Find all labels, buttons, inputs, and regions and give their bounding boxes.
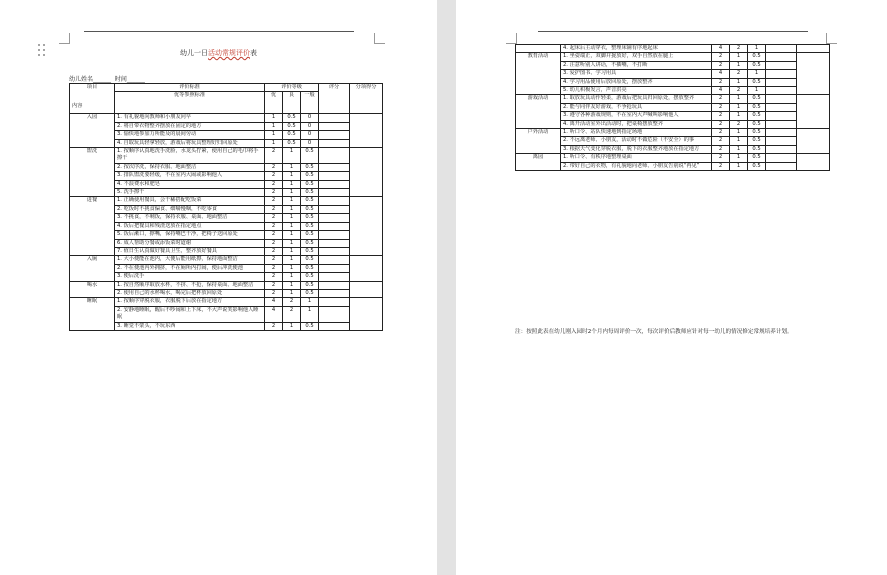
- item-score-cell[interactable]: [350, 281, 383, 298]
- criteria-cell: 3. 根据天气变化穿脱衣服，脱下的衣服整齐地放在指定地方: [561, 145, 712, 153]
- fair-score-cell: 0.5: [283, 131, 301, 139]
- table-row: [516, 154, 830, 162]
- fair-score-cell: 1: [730, 137, 748, 145]
- normal-score-cell: 0: [301, 122, 319, 130]
- criteria-cell: 5. 饭后漱口，擦嘴，保持嘴巴干净，把椅子送回原处: [115, 231, 265, 239]
- fair-score-cell: 1: [283, 148, 301, 164]
- score-cell[interactable]: [766, 112, 797, 120]
- item-score-cell[interactable]: [350, 298, 383, 331]
- table-row: [70, 322, 383, 330]
- score-cell[interactable]: [319, 298, 350, 306]
- criteria-cell: 2. 带好自己的衣物，有礼貌地向老师、小朋友告别说“再见”: [561, 162, 712, 170]
- score-cell[interactable]: [766, 53, 797, 61]
- good-score-cell: 2: [265, 281, 283, 289]
- normal-score-cell: 0.5: [301, 205, 319, 213]
- good-score-cell: 2: [265, 222, 283, 230]
- normal-score-cell: 0.5: [301, 148, 319, 164]
- criteria-cell: 1. 按顺序认真地洗手洗脸，水龙头拧紧，使用自己的毛巾将手擦干: [115, 148, 265, 164]
- good-score-cell: 2: [712, 129, 730, 137]
- criteria-cell: 4. 自取玩具轻拿轻放，游戏后将玩具整理好归回原处: [115, 139, 265, 147]
- fair-score-cell: 1: [283, 180, 301, 188]
- score-cell[interactable]: [766, 129, 797, 137]
- criteria-cell: 2. 将自带衣物整齐摆放在固定的地方: [115, 122, 265, 130]
- normal-score-cell: 0.5: [301, 197, 319, 205]
- score-cell[interactable]: [766, 61, 797, 69]
- table-row: [70, 205, 383, 213]
- normal-score-cell: 0.5: [301, 273, 319, 281]
- good-score-cell: 4: [712, 87, 730, 95]
- normal-score-cell: 0.5: [301, 172, 319, 180]
- normal-score-cell: 1: [301, 298, 319, 306]
- fair-score-cell: 2: [730, 120, 748, 128]
- criteria-cell: 1. 有礼貌地向教师和小朋友问早: [115, 114, 265, 122]
- evaluation-table-left: [69, 83, 383, 331]
- normal-score-cell: 0.5: [748, 61, 766, 69]
- score-cell[interactable]: [319, 239, 350, 247]
- header-rule: [84, 31, 354, 32]
- good-score-cell: 2: [265, 148, 283, 164]
- title-highlight: 活动常规评价: [208, 49, 250, 57]
- criteria-cell: 4. 离开活动室外出活动时，把桌椅摆放整齐: [561, 120, 712, 128]
- normal-score-cell: 0.5: [748, 154, 766, 162]
- normal-score-cell: 0.5: [301, 281, 319, 289]
- item-header: 项目 内容: [70, 84, 115, 114]
- good-score-cell: 2: [265, 231, 283, 239]
- score-cell[interactable]: [319, 122, 350, 130]
- fair-score-cell: 1: [283, 264, 301, 272]
- section-name: 睡眠: [70, 298, 115, 331]
- fair-score-cell: 0.5: [283, 114, 301, 122]
- table-row: [516, 45, 830, 53]
- normal-score-cell: 0.5: [301, 289, 319, 297]
- section-name: 离园: [516, 154, 561, 171]
- table-row: [70, 131, 383, 139]
- item-score-cell[interactable]: [797, 53, 830, 95]
- criteria-cell: 2. 安静地睡眠，醒后不吵闹和上下床，不大声说笑影响他人睡眠: [115, 306, 265, 322]
- section-name: 游戏活动: [516, 95, 561, 129]
- score-cell[interactable]: [319, 139, 350, 147]
- good-score-cell: 2: [265, 273, 283, 281]
- fair-score-cell: 1: [730, 78, 748, 86]
- score-cell[interactable]: [766, 137, 797, 145]
- good-score-cell: 1: [265, 122, 283, 130]
- normal-score-cell: 0.5: [301, 222, 319, 230]
- fair-score-cell: 1: [283, 222, 301, 230]
- footnote: 注：按照此表在幼儿刚入园时2个月内每周评价一次，每次评价后教师应针对每一幼儿的情况修定常规培养计划。: [515, 329, 793, 335]
- name-field-label: 幼儿姓名______: [69, 76, 112, 83]
- normal-score-cell: 0.5: [301, 256, 319, 264]
- time-field-label: 时间______: [114, 76, 145, 83]
- criteria-cell: 3. 不挑食，不剩饭，保持衣服、桌面、地面整洁: [115, 214, 265, 222]
- fair-score-cell: 1: [283, 205, 301, 213]
- evaluation-table-right: [515, 44, 830, 171]
- fair-score-cell: 1: [283, 172, 301, 180]
- fair-score-cell: 0.5: [283, 139, 301, 147]
- score-cell[interactable]: [766, 162, 797, 170]
- criteria-cell: 5. 幼儿积极发言，声音洪亮: [561, 87, 712, 95]
- criteria-cell: 3. 便后洗手: [115, 273, 265, 281]
- criteria-cell: 4. 起床后主动穿衣，整理床铺有序地起床: [561, 45, 712, 53]
- document-title: 幼儿一日活动常规评价表: [180, 49, 257, 57]
- criteria-cell: 3. 愉快地参加力所能及的晨间劳动: [115, 131, 265, 139]
- table-row: [516, 103, 830, 111]
- normal-score-cell: 1: [748, 45, 766, 53]
- fair-score-cell: 0.5: [283, 122, 301, 130]
- criteria-cell: 2. 能与同伴友好游戏，不争抢玩具: [561, 103, 712, 111]
- good-score-cell: 2: [265, 172, 283, 180]
- score-cell[interactable]: [766, 45, 797, 53]
- table-row: [516, 78, 830, 86]
- fair-score-cell: 1: [283, 256, 301, 264]
- fair-score-cell: 1: [730, 129, 748, 137]
- good-score-cell: 2: [265, 256, 283, 264]
- table-row: [70, 197, 383, 205]
- score-cell[interactable]: [319, 197, 350, 205]
- good-score-cell: 2: [265, 239, 283, 247]
- fair-score-cell: 1: [283, 197, 301, 205]
- good-header: 优: [265, 92, 283, 114]
- table-row: [70, 231, 383, 239]
- fair-score-cell: 1: [283, 214, 301, 222]
- fair-score-cell: 1: [283, 231, 301, 239]
- fair-score-cell: 1: [730, 61, 748, 69]
- good-score-cell: 2: [712, 145, 730, 153]
- score-cell[interactable]: [319, 289, 350, 297]
- table-row: [70, 214, 383, 222]
- item-score-cell[interactable]: [350, 148, 383, 197]
- normal-score-cell: 0.5: [301, 322, 319, 330]
- section-name: 入厕: [70, 256, 115, 281]
- fair-score-cell: 1: [730, 53, 748, 61]
- score-cell[interactable]: [319, 247, 350, 255]
- item-score-cell[interactable]: [350, 114, 383, 148]
- good-score-cell: 2: [712, 154, 730, 162]
- grade-header: 评价等级: [265, 84, 319, 92]
- criteria-cell: 2. 注意听别人讲话，不插嘴，不打断: [561, 61, 712, 69]
- item-score-cell[interactable]: [350, 256, 383, 281]
- score-cell[interactable]: [319, 205, 350, 213]
- criteria-cell: 1. 听口令、有秩序地整理桌面: [561, 154, 712, 162]
- table-row: [516, 145, 830, 153]
- criteria-cell: 2. 按次序洗，保持衣服、地面整洁: [115, 163, 265, 171]
- section-name: [516, 45, 561, 53]
- section-name: 户外活动: [516, 129, 561, 154]
- fair-score-cell: 1: [730, 95, 748, 103]
- table-row: [516, 70, 830, 78]
- normal-header: 一般: [301, 92, 319, 114]
- table-row: [70, 289, 383, 297]
- criteria-cell: 3. 遵守各种游戏规则，不在室内大声喊叫影响他人: [561, 112, 712, 120]
- good-score-cell: 2: [712, 61, 730, 69]
- score-cell[interactable]: [319, 231, 350, 239]
- normal-score-cell: 0.5: [748, 129, 766, 137]
- score-cell[interactable]: [319, 264, 350, 272]
- fair-score-cell: 1: [730, 145, 748, 153]
- score-cell[interactable]: [319, 172, 350, 180]
- criteria-cell: 1. 大小便能在池内，大便后能用纸擦，保持地面整洁: [115, 256, 265, 264]
- good-score-cell: 4: [712, 45, 730, 53]
- criteria-cell: 2. 使用自己的水杯喝水，喝完后把杯放回原处: [115, 289, 265, 297]
- item-score-cell[interactable]: [797, 45, 830, 53]
- table-row: [70, 239, 383, 247]
- good-score-cell: 2: [712, 53, 730, 61]
- score-cell[interactable]: [766, 78, 797, 86]
- criteria-cell: 1. 按自然顺序取放水杯，不挤、不抢，保持桌面、地面整洁: [115, 281, 265, 289]
- normal-score-cell: 0.5: [301, 247, 319, 255]
- good-score-cell: 2: [265, 247, 283, 255]
- criteria-cell: 2. 不在便池内外拥挤，不在厕所内打闹，便后冲洗便池: [115, 264, 265, 272]
- table-row: [70, 256, 383, 264]
- normal-score-cell: 0.5: [748, 162, 766, 170]
- table-row: [70, 306, 383, 322]
- score-cell[interactable]: [766, 95, 797, 103]
- score-cell[interactable]: [319, 281, 350, 289]
- criteria-cell: 2. 吃饭时不挑食偏食、细嚼慢咽，不吃零食: [115, 205, 265, 213]
- fair-score-cell: 2: [730, 45, 748, 53]
- normal-score-cell: 0.5: [748, 78, 766, 86]
- document-page-left: [0, 0, 437, 575]
- normal-score-cell: 0: [301, 114, 319, 122]
- fair-score-cell: 1: [730, 103, 748, 111]
- score-cell[interactable]: [319, 163, 350, 171]
- score-cell[interactable]: [319, 214, 350, 222]
- criteria-cell: 2. 不远离老师、小朋友，活动时不做危险（不安全）的事: [561, 137, 712, 145]
- good-score-cell: 2: [712, 112, 730, 120]
- fair-score-cell: 2: [730, 70, 748, 78]
- normal-score-cell: 0.5: [748, 120, 766, 128]
- item-score-cell[interactable]: [797, 95, 830, 129]
- score-cell[interactable]: [766, 145, 797, 153]
- score-cell[interactable]: [319, 148, 350, 164]
- table-row: [516, 129, 830, 137]
- fair-score-cell: 1: [730, 162, 748, 170]
- criteria-cell: 1. 坐姿端正，双脚并拢放好，双手自然放在腿上: [561, 53, 712, 61]
- score-cell[interactable]: [319, 273, 350, 281]
- good-score-cell: 2: [265, 289, 283, 297]
- score-cell[interactable]: [766, 120, 797, 128]
- normal-score-cell: 0.5: [301, 163, 319, 171]
- good-score-cell: 1: [265, 139, 283, 147]
- score-cell[interactable]: [319, 322, 350, 330]
- normal-score-cell: 0.5: [301, 264, 319, 272]
- normal-score-cell: 0: [301, 139, 319, 147]
- table-row: [516, 61, 830, 69]
- fair-score-cell: 2: [283, 298, 301, 306]
- crop-mark: [826, 33, 837, 44]
- section-name: 进餐: [70, 197, 115, 256]
- score-cell[interactable]: [319, 189, 350, 197]
- good-score-cell: 2: [712, 78, 730, 86]
- criteria-cell: 3. 睡觉不蒙头，不玩东西: [115, 322, 265, 330]
- good-score-cell: 2: [265, 189, 283, 197]
- table-row: [516, 53, 830, 61]
- normal-score-cell: 0.5: [301, 214, 319, 222]
- fair-score-cell: 1: [283, 273, 301, 281]
- score-cell[interactable]: [319, 180, 350, 188]
- criteria-header: 评价标准: [115, 84, 265, 92]
- criteria-cell: 4. 饭后把餐具和残渣送放在指定地点: [115, 222, 265, 230]
- table-row: [70, 114, 383, 122]
- score-cell[interactable]: [766, 154, 797, 162]
- criteria-cell: 4. 不浪费水和肥皂: [115, 180, 265, 188]
- normal-score-cell: 1: [748, 70, 766, 78]
- table-row: [516, 95, 830, 103]
- fair-score-cell: 2: [730, 87, 748, 95]
- crop-mark: [506, 33, 517, 44]
- score-cell[interactable]: [766, 87, 797, 95]
- table-row: [70, 222, 383, 230]
- table-row: [70, 180, 383, 188]
- criteria-cell: 1. 按顺序穿脱衣服，衣服脱下后放在指定地方: [115, 298, 265, 306]
- normal-score-cell: 0.5: [748, 112, 766, 120]
- table-row: [70, 172, 383, 180]
- item-score-cell[interactable]: [797, 154, 830, 171]
- fair-score-cell: 1: [730, 112, 748, 120]
- table-row: [516, 112, 830, 120]
- good-score-cell: 1: [265, 131, 283, 139]
- section-name: 盥洗: [70, 148, 115, 197]
- criteria-cell: 1. 听口令、站队快速地到指定场地: [561, 129, 712, 137]
- criteria-cell: 1. 正确使用餐具，会干稀搭配吃饭菜: [115, 197, 265, 205]
- fair-score-cell: 1: [283, 322, 301, 330]
- good-score-cell: 2: [712, 137, 730, 145]
- table-row: [70, 273, 383, 281]
- table-row: [70, 148, 383, 164]
- normal-score-cell: 0.5: [301, 189, 319, 197]
- table-row: [516, 120, 830, 128]
- criteria-cell: 7. 值日生认真做好餐具卫生，整齐放好餐具: [115, 247, 265, 255]
- good-score-cell: 2: [265, 163, 283, 171]
- normal-score-cell: 0.5: [301, 239, 319, 247]
- good-score-cell: 1: [265, 114, 283, 122]
- normal-score-cell: 0.5: [748, 145, 766, 153]
- normal-score-cell: 0.5: [748, 103, 766, 111]
- score-cell[interactable]: [319, 114, 350, 122]
- item-score-cell[interactable]: [797, 129, 830, 154]
- good-score-cell: 4: [265, 298, 283, 306]
- normal-score-cell: 0.5: [748, 53, 766, 61]
- table-row: [70, 139, 383, 147]
- crop-mark: [59, 33, 70, 44]
- document-page-right: [456, 0, 887, 575]
- normal-score-cell: 0.5: [748, 95, 766, 103]
- good-score-cell: 2: [265, 214, 283, 222]
- good-score-cell: 4: [712, 70, 730, 78]
- table-row: [70, 264, 383, 272]
- normal-score-cell: 1: [748, 87, 766, 95]
- header-rule: [538, 31, 808, 32]
- fair-score-cell: 1: [283, 189, 301, 197]
- score-cell[interactable]: [766, 70, 797, 78]
- crop-mark: [374, 33, 385, 44]
- item-score-header: 分项得分: [350, 84, 383, 114]
- table-row: [70, 281, 383, 289]
- normal-score-cell: 0: [301, 131, 319, 139]
- normal-score-cell: 0.5: [748, 137, 766, 145]
- student-meta: [69, 74, 145, 83]
- good-score-cell: 2: [265, 322, 283, 330]
- table-row: [70, 247, 383, 255]
- section-name: 教育活动: [516, 53, 561, 95]
- table-row: [70, 122, 383, 130]
- table-row: [516, 162, 830, 170]
- score-cell[interactable]: [319, 256, 350, 264]
- fair-header: 良: [283, 92, 301, 114]
- good-score-cell: 2: [712, 95, 730, 103]
- criteria-cell: 3. 排队盥洗要轻缓，不在室内大闹或影响他人: [115, 172, 265, 180]
- good-score-cell: 2: [265, 205, 283, 213]
- fair-score-cell: 1: [283, 239, 301, 247]
- good-score-cell: 2: [265, 180, 283, 188]
- fair-score-cell: 1: [283, 163, 301, 171]
- item-score-cell[interactable]: [350, 197, 383, 256]
- fair-score-cell: 1: [283, 247, 301, 255]
- score-header: 评分: [319, 84, 350, 114]
- section-name: 入园: [70, 114, 115, 148]
- score-cell[interactable]: [319, 306, 350, 322]
- fair-score-cell: 1: [283, 281, 301, 289]
- normal-score-cell: 1: [301, 306, 319, 322]
- score-cell[interactable]: [319, 222, 350, 230]
- good-score-cell: 2: [712, 103, 730, 111]
- table-row: [516, 87, 830, 95]
- criteria-cell: 1. 取放玩具动作轻柔，游戏后把玩具归回原处，摆放整齐: [561, 95, 712, 103]
- fair-score-cell: 1: [730, 154, 748, 162]
- criteria-cell: 6. 成人帮助分餐或添饭菜时道谢: [115, 239, 265, 247]
- good-score-cell: 2: [265, 264, 283, 272]
- table-row: [70, 163, 383, 171]
- table-row: [70, 189, 383, 197]
- table-row: [516, 137, 830, 145]
- good-score-cell: 2: [712, 120, 730, 128]
- score-cell[interactable]: [766, 103, 797, 111]
- criteria-cell: 5. 洗手擦干: [115, 189, 265, 197]
- fair-score-cell: 2: [283, 306, 301, 322]
- criteria-cell: 4. 学习用品使用后放回原处，摆放整齐: [561, 78, 712, 86]
- section-name: 喝水: [70, 281, 115, 298]
- normal-score-cell: 0.5: [301, 231, 319, 239]
- good-score-cell: 4: [265, 306, 283, 322]
- criteria-sub-header: 优等参照标准: [115, 92, 265, 114]
- table-row: [70, 298, 383, 306]
- good-score-cell: 2: [712, 162, 730, 170]
- criteria-cell: 3. 爱护图书、学习用具: [561, 70, 712, 78]
- good-score-cell: 2: [265, 197, 283, 205]
- normal-score-cell: 0.5: [301, 180, 319, 188]
- fair-score-cell: 1: [283, 289, 301, 297]
- score-cell[interactable]: [319, 131, 350, 139]
